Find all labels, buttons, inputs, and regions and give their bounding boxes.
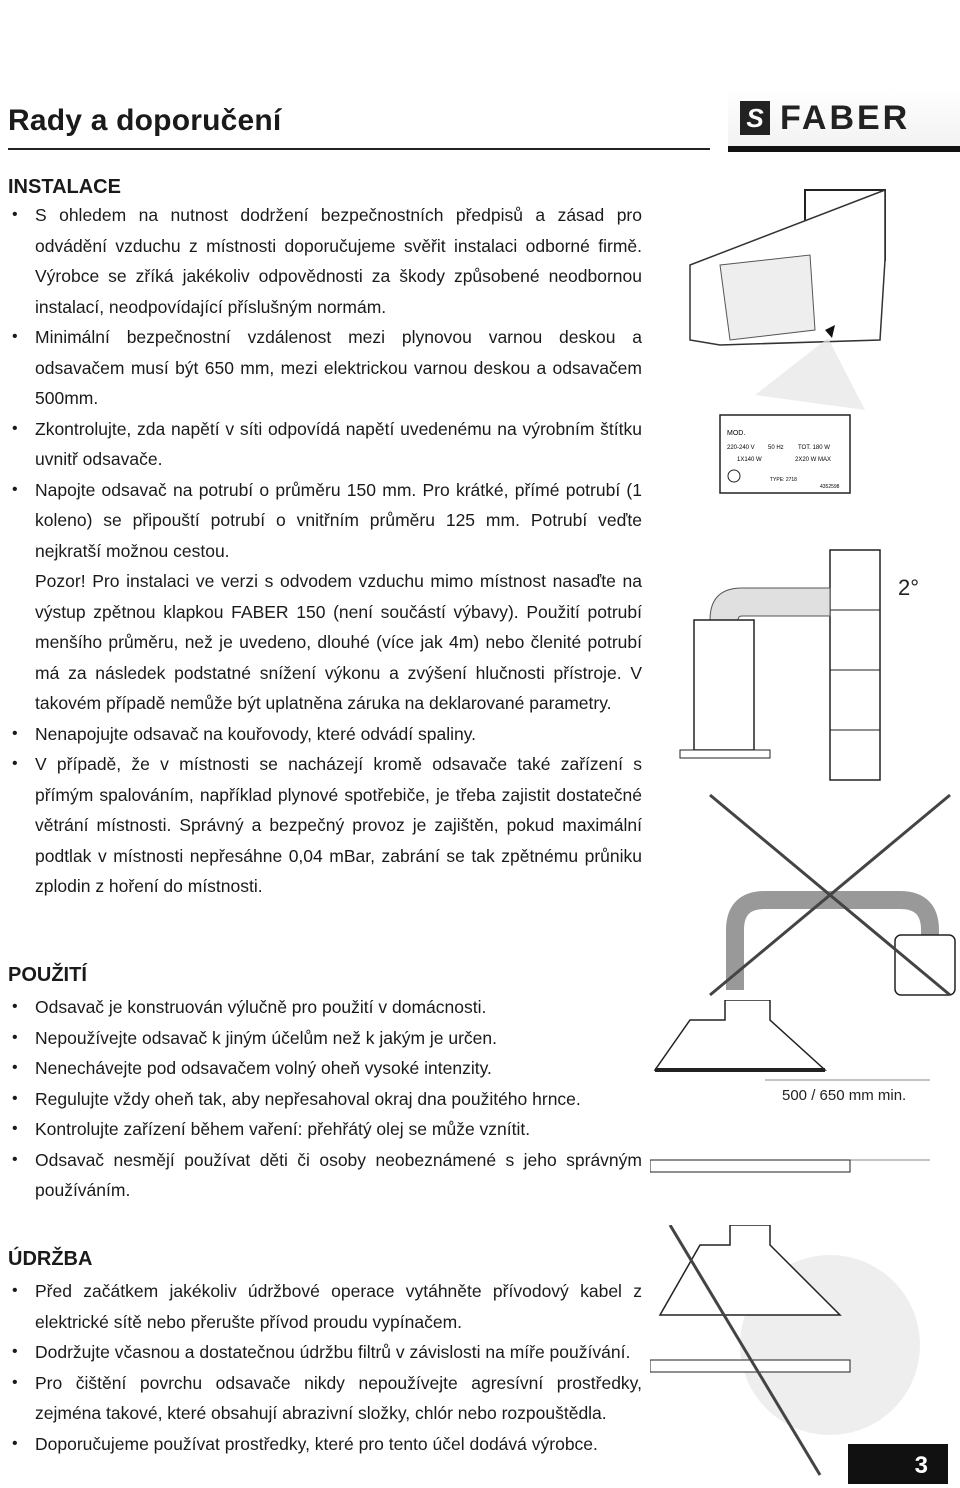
installation-list — [8, 200, 642, 902]
list-item: • S ohledem na nutnost dodržení bezpečnostních předpisů a zásad pro odvádění vzduchu z místnosti doporučujeme svěřit instalaci odborné firmě. Výrobce se zříká jakékoliv odpovědnosti za škody způsobené neodbornou instalací, neodpovídající příslušným normám. — [8, 200, 642, 322]
header-rule — [8, 148, 710, 150]
plate-freq: 50 Hz — [768, 445, 784, 451]
duct-elbow-shape — [710, 588, 830, 620]
hood-distance-figure — [650, 1000, 960, 1180]
chimney-shape — [694, 620, 754, 750]
maintenance-section — [8, 1246, 642, 1459]
usage-section — [8, 962, 642, 1206]
maintenance-heading: ÚDRŽBA — [8, 1248, 93, 1270]
list-item: Pozor! Pro instalaci ve verzi s odvodem vzduchu mimo místnost nasaďte na výstup zpětnou klapkou FABER 150 (není součástí výbavy). Použití potrubí menšího průměru, než je uvedeno, dlouhé (více jak 4m) nebo členité potrubí má za následek podstatné snížení výkonu a zvýšení hlučnosti přístroje. V takovém případě nemůže být uplatněna záruka na deklarované parametry. — [35, 571, 642, 713]
wall-shape — [830, 550, 880, 780]
angle-label: 2° — [898, 575, 920, 600]
brand-mark-icon: S — [740, 101, 770, 135]
usage-list — [8, 992, 642, 1206]
distance-label: 500 / 650 mm min. — [782, 1087, 907, 1104]
cooktop-shape — [650, 1360, 850, 1372]
plate-type: TYPE: 2718 — [770, 477, 797, 483]
list-item: • Kontrolujte zařízení během vaření: přehřátý olej se může vznítit. — [8, 1114, 642, 1145]
page-title: Rady a doporučení — [8, 104, 282, 137]
list-item: • Odsavač nesmějí používat děti či osoby neobeznámené s jeho správným používáním. — [8, 1145, 642, 1206]
list-item: • Pro čištění povrchu odsavače nikdy nepoužívejte agresívní prostředky, zejména takové, které obsahují abrazivní složky, chlór nebo rozpouštědla. — [8, 1368, 642, 1429]
plate-mod: MOD. — [727, 430, 746, 437]
list-item: • Doporučujeme používat prostředky, které pro tento účel dodává výrobce. — [8, 1429, 642, 1460]
list-item: • Odsavač je konstruován výlučně pro použití v domácnosti. — [8, 992, 642, 1023]
plate-voltage: 220-240 V — [727, 445, 755, 451]
list-item: • V případě, že v místnosti se nacházejí kromě odsavače také zařízení s přímým spalováním, například plynové spotřebiče, je třeba zajistit dostatečné větrání místnosti. Správný a bezpečný provoz je zajištěn, pokud maximální podtlak v místnosti nepřesáhne 0,04 mBar, zabrání se tak zpětnému průniku zplodin z hoření do místnosti. — [8, 749, 642, 902]
filter-shape — [720, 255, 815, 340]
brand-logo — [740, 101, 946, 135]
list-item: • Nenechávejte pod odsavačem volný oheň vysoké intenzity. — [8, 1053, 642, 1084]
list-item: • Před začátkem jakékoliv údržbové operace vytáhněte přívodový kabel z elektrické sítě nebo přerušte přívod proudu vypínačem. — [8, 1276, 642, 1337]
boiler-shape — [895, 935, 955, 995]
plate-code: 4352598 — [820, 484, 840, 490]
list-item: • Regulujte vždy oheň tak, aby nepřesahoval okraj dna použitého hrnce. — [8, 1084, 642, 1115]
list-item: • Nenapojujte odsavač na kouřovody, které odvádí spaliny. — [8, 719, 642, 750]
installation-heading: INSTALACE — [8, 176, 121, 198]
list-item: • Zkontrolujte, zda napětí v síti odpovídá napětí uvedenému na výrobním štítku uvnitř odsavače. — [8, 414, 642, 475]
plate-motor: 1X140 W — [737, 457, 762, 463]
duct-angle-figure — [650, 540, 960, 790]
maintenance-list — [8, 1276, 642, 1459]
hood-shape — [655, 1000, 825, 1070]
list-item: • Dodržujte včasnou a dostatečnou údržbu filtrů v závislosti na míře používání. — [8, 1337, 642, 1368]
usage-heading: POUŽITÍ — [8, 964, 87, 986]
zoom-cone-shape — [755, 338, 865, 410]
list-item: • Nepoužívejte odsavač k jiným účelům než k jakým je určen. — [8, 1023, 642, 1054]
hood-shape — [680, 750, 770, 758]
no-boiler-figure — [650, 790, 960, 1000]
plate-tot: TOT. 180 W — [798, 445, 830, 451]
list-item: • Minimální bezpečnostní vzdálenost mezi plynovou varnou deskou a odsavačem musí být 650 mm, mezi elektrickou varnou deskou a odsavačem 500mm. — [8, 322, 642, 414]
brand-name: FABER — [780, 99, 911, 137]
cooktop-shape — [650, 1160, 850, 1172]
page-number: 3 — [848, 1444, 948, 1484]
header-rule-thick — [728, 146, 960, 152]
list-item: • Napojte odsavač na potrubí o průměru 150 mm. Pro krátké, přímé potrubí (1 koleno) se připouští potrubí o vnitřním průměru 125 mm. Potrubí veďte nejkratší možnou cestou. — [8, 475, 642, 567]
hood-rating-plate-figure — [680, 180, 960, 510]
installation-section — [8, 174, 642, 902]
plate-lamps: 2X20 W MAX — [795, 457, 832, 463]
